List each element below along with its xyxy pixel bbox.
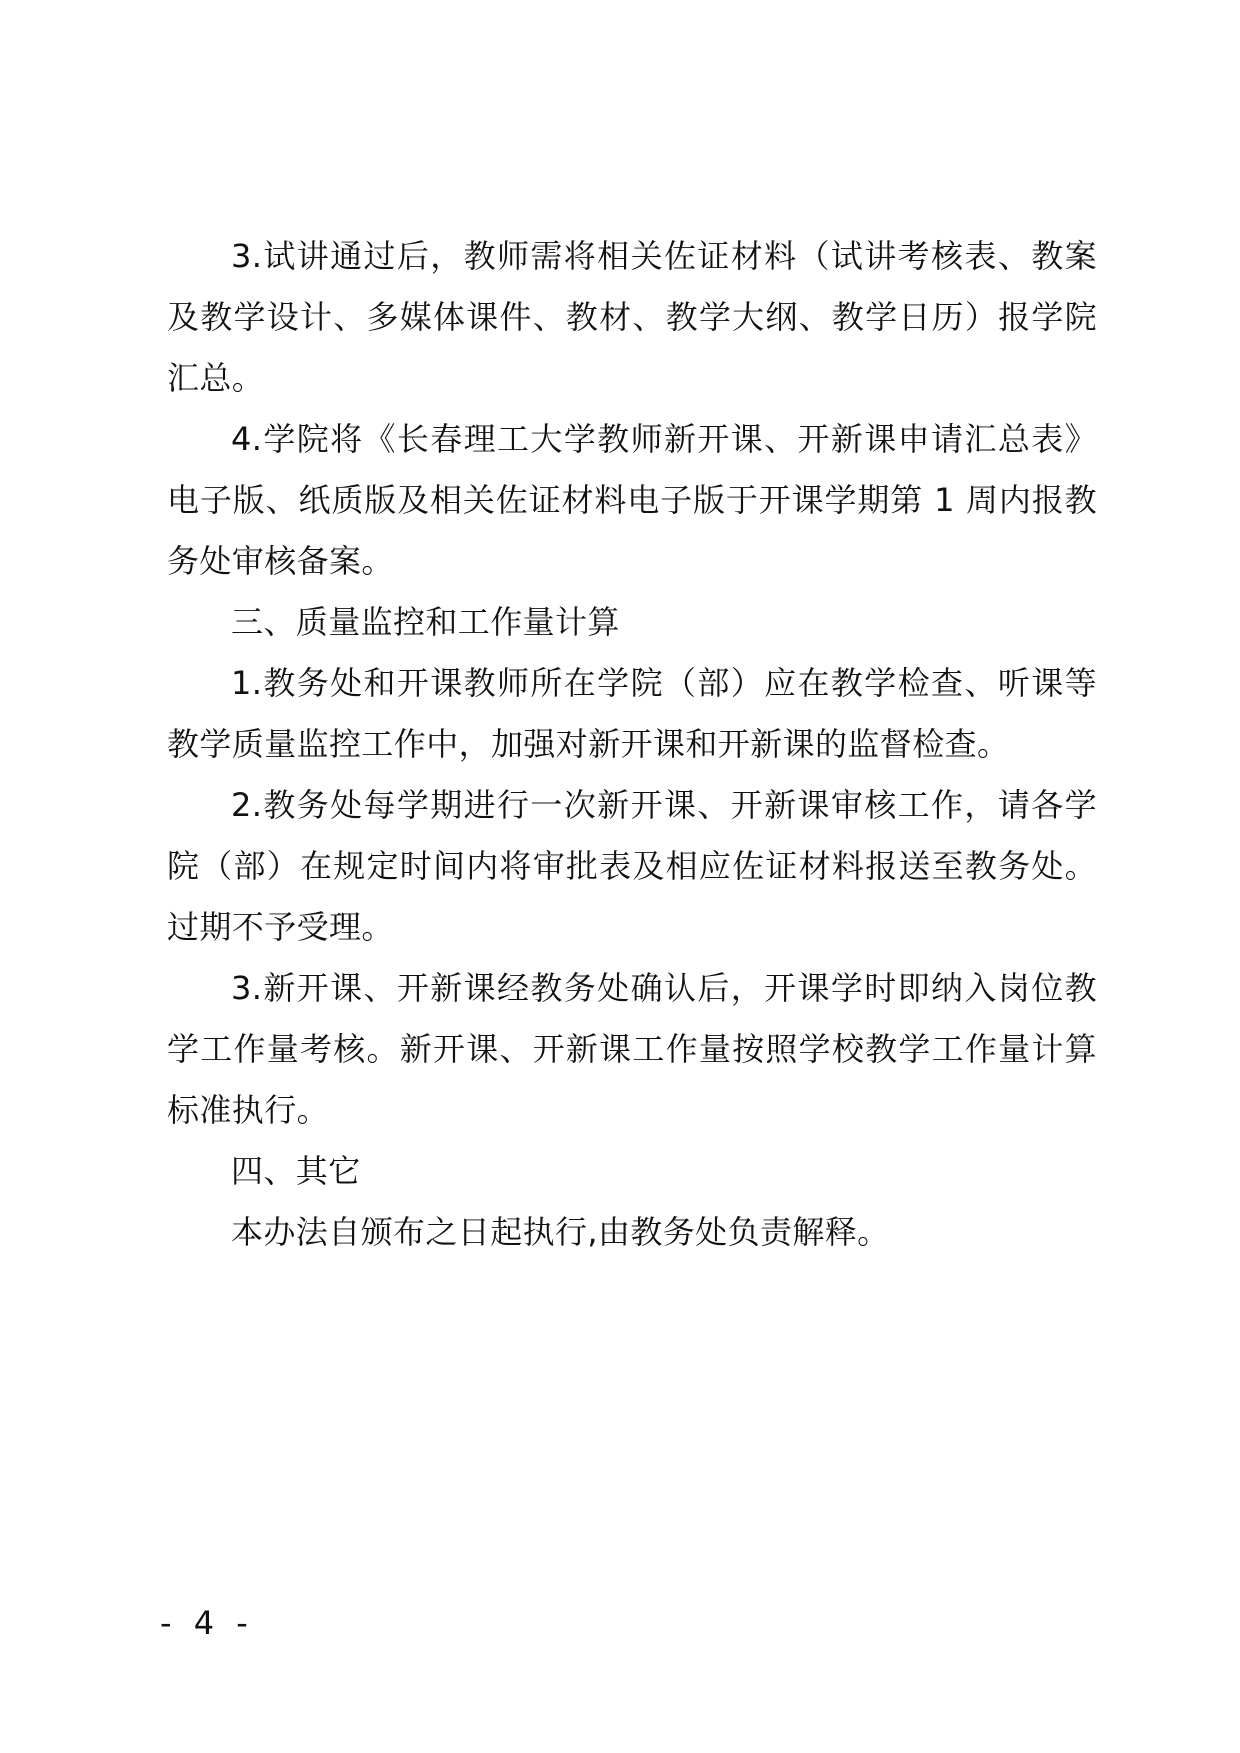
- paragraph-item-1-supervision: 1.教务处和开课教师所在学院（部）应在教学检查、听课等教学质量监控工作中，加强对新开课和开新课的监督检查。: [167, 664, 1097, 763]
- paragraph-effective-clause: 本办法自颁布之日起执行,由教务处负责解释。: [231, 1213, 890, 1251]
- section-heading-quality-monitoring: 三、质量监控和工作量计算: [231, 603, 620, 641]
- paragraph-item-3-material-submission: 3.试讲通过后，教师需将相关佐证材料（试讲考核表、教案及教学设计、多媒体课件、教材、教学大纲、教学日历）报学院汇总。: [167, 237, 1097, 397]
- document-body: [167, 226, 1097, 1263]
- paragraph-item-3-workload: 3.新开课、开新课经教务处确认后，开课学时即纳入岗位教学工作量考核。新开课、开新课工作量按照学校教学工作量计算标准执行。: [167, 969, 1097, 1129]
- section-heading-other: 四、其它: [231, 1152, 361, 1190]
- paragraph-item-4-summary-report: 4.学院将《长春理工大学教师新开课、开新课申请汇总表》电子版、纸质版及相关佐证材料电子版于开课学期第 1 周内报教务处审核备案。: [167, 420, 1097, 580]
- paragraph-item-2-review-work: 2.教务处每学期进行一次新开课、开新课审核工作，请各学院（部）在规定时间内将审批表及相应佐证材料报送至教务处。过期不予受理。: [167, 786, 1097, 946]
- page-number: - 4 -: [160, 1604, 254, 1642]
